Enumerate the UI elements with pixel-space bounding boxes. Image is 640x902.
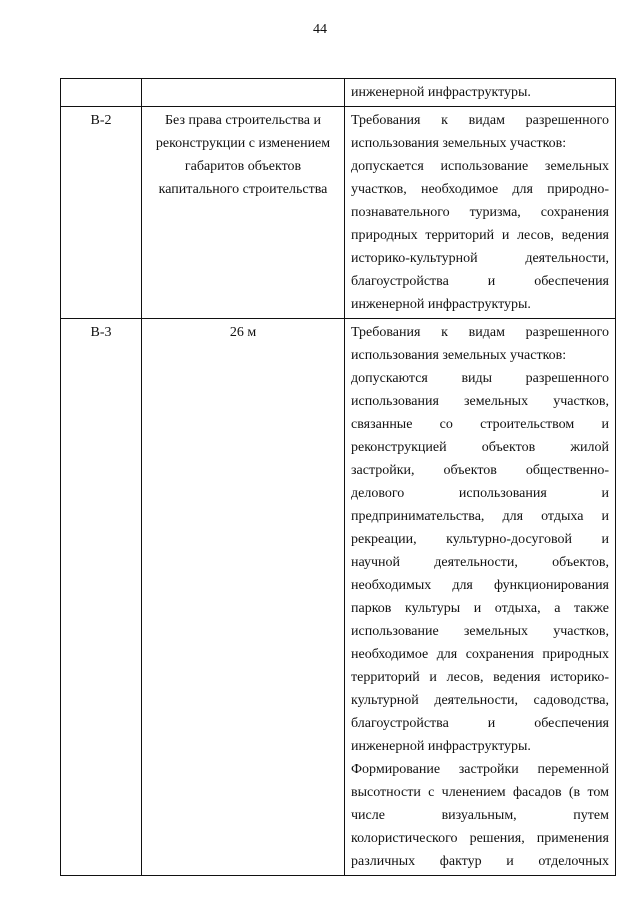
requirement-line: использования земельных участков: (351, 348, 567, 363)
requirement-line: колористического решения, применения (351, 831, 609, 846)
zone-code-cell: В-3 (61, 319, 142, 876)
requirement-line: инженерной инфраструктуры. (351, 739, 531, 754)
table-body (61, 79, 616, 876)
requirement-line: Формирование застройки переменной (351, 762, 609, 777)
requirement-line: культурной деятельности, садоводства, (351, 693, 609, 708)
requirement-line: территорий и лесов, ведения историко- (351, 670, 609, 685)
requirement-line: высотности с членением фасадов (в том (351, 785, 609, 800)
requirement-line: Требования к видам разрешенного (351, 113, 609, 128)
requirement-line: числе визуальным, путем (351, 808, 609, 823)
requirement-line: рекреации, культурно-досуговой и (351, 532, 609, 547)
requirement-line: природных территорий и лесов, ведения (351, 228, 609, 243)
requirement-line: парков культуры и отдыха, а также (351, 601, 609, 616)
table-row (61, 319, 616, 876)
requirement-line: использования земельных участков: (351, 136, 567, 151)
requirements-cell (345, 79, 616, 107)
zone-regulations-table (60, 78, 616, 876)
height-limit-cell: 26 м (142, 319, 345, 876)
requirement-line: необходимое для сохранения природных (351, 647, 609, 662)
requirement-line: использования земельных участков, (351, 394, 609, 409)
requirement-line: делового использования и (351, 486, 609, 501)
requirement-line: использование земельных участков, (351, 624, 609, 639)
requirements-cell (345, 107, 616, 319)
requirement-line: познавательного туризма, сохранения (351, 205, 609, 220)
requirements-cell (345, 319, 616, 876)
requirement-line: допускаются виды разрешенного (351, 371, 609, 386)
table-row (61, 107, 616, 319)
requirement-line: участков, необходимое для природно- (351, 182, 609, 197)
requirement-line: реконструкцией объектов жилой (351, 440, 609, 455)
requirement-line: инженерной инфраструктуры. (351, 85, 531, 100)
height-limit-cell: Без права строительства и реконструкции с изменением габаритов объектов капитального строительства (142, 107, 345, 319)
height-limit-cell (142, 79, 345, 107)
zone-code-cell: В-2 (61, 107, 142, 319)
requirement-line: различных фактур и отделочных (351, 854, 609, 869)
requirement-line: научной деятельности, объектов, (351, 555, 609, 570)
requirement-line: историко-культурной деятельности, (351, 251, 609, 266)
requirement-line: застройки, объектов общественно- (351, 463, 609, 478)
page-number: 44 (313, 22, 327, 37)
requirement-line: благоустройства и обеспечения (351, 716, 609, 731)
requirement-line: связанные со строительством и (351, 417, 609, 432)
requirement-line: Требования к видам разрешенного (351, 325, 609, 340)
requirement-line: необходимых для функционирования (351, 578, 609, 593)
requirement-line: инженерной инфраструктуры. (351, 297, 531, 312)
zone-code-cell (61, 79, 142, 107)
requirement-line: предпринимательства, для отдыха и (351, 509, 609, 524)
requirement-line: допускается использование земельных (351, 159, 609, 174)
requirement-line: благоустройства и обеспечения (351, 274, 609, 289)
table-row (61, 79, 616, 107)
